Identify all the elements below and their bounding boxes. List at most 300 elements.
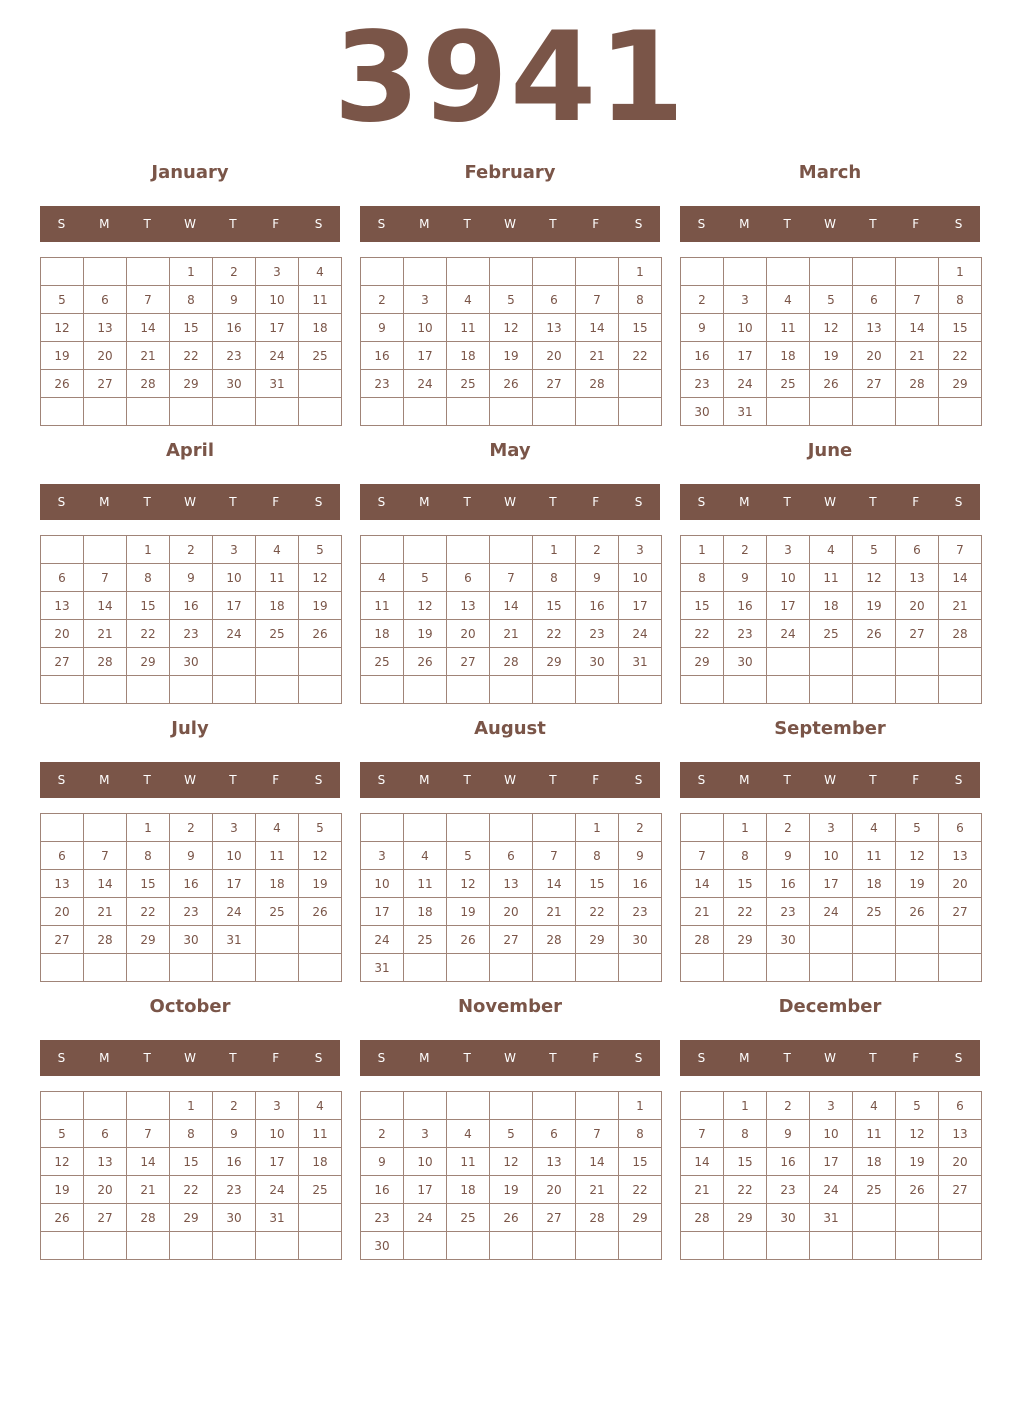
day-cell: 28	[939, 620, 982, 648]
week-row	[41, 370, 342, 398]
weekday-label: M	[99, 217, 110, 231]
weekday-label: T	[783, 1051, 791, 1065]
weekday-label: T	[549, 217, 557, 231]
day-cell: 24	[724, 370, 767, 398]
day-cell: 1	[127, 814, 170, 842]
empty-day-cell	[490, 536, 533, 564]
day-cell: 7	[490, 564, 533, 592]
day-cell: 17	[404, 342, 447, 370]
day-cell: 21	[896, 342, 939, 370]
empty-day-cell	[681, 1092, 724, 1120]
day-cell: 22	[681, 620, 724, 648]
day-cell: 6	[84, 1120, 127, 1148]
weekday-label: T	[463, 217, 471, 231]
empty-day-cell	[896, 258, 939, 286]
day-cell: 4	[256, 814, 299, 842]
week-row	[41, 286, 342, 314]
week-row	[41, 536, 342, 564]
week-row	[361, 898, 662, 926]
week-row	[41, 1232, 342, 1260]
weekday-header	[360, 484, 660, 520]
day-cell: 8	[170, 1120, 213, 1148]
empty-day-cell	[84, 1232, 127, 1260]
day-cell: 18	[810, 592, 853, 620]
empty-day-cell	[619, 370, 662, 398]
day-cell: 10	[361, 870, 404, 898]
empty-day-cell	[533, 1232, 576, 1260]
day-cell: 10	[213, 564, 256, 592]
weekday-label: S	[57, 773, 66, 787]
day-cell: 11	[299, 286, 342, 314]
day-cell: 8	[619, 1120, 662, 1148]
week-row	[361, 926, 662, 954]
day-cell: 5	[490, 286, 533, 314]
day-cell: 13	[490, 870, 533, 898]
day-cell: 7	[127, 286, 170, 314]
week-row	[361, 258, 662, 286]
week-row	[361, 1092, 662, 1120]
empty-day-cell	[533, 954, 576, 982]
month-name: February	[464, 162, 556, 183]
empty-day-cell	[447, 676, 490, 704]
day-cell: 19	[299, 870, 342, 898]
month-name: September	[774, 718, 886, 739]
empty-day-cell	[767, 398, 810, 426]
month-name: July	[171, 718, 209, 739]
week-row	[361, 370, 662, 398]
day-cell: 19	[490, 342, 533, 370]
day-cell: 17	[810, 870, 853, 898]
day-cell: 4	[853, 814, 896, 842]
empty-day-cell	[299, 370, 342, 398]
day-cell: 1	[533, 536, 576, 564]
empty-day-cell	[84, 954, 127, 982]
day-cell: 29	[533, 648, 576, 676]
weekday-label: W	[824, 495, 836, 509]
day-cell: 13	[84, 1148, 127, 1176]
day-cell: 27	[447, 648, 490, 676]
day-cell: 22	[170, 1176, 213, 1204]
day-cell: 31	[256, 370, 299, 398]
day-cell: 8	[724, 842, 767, 870]
day-cell: 2	[619, 814, 662, 842]
day-cell: 12	[41, 314, 84, 342]
day-cell: 2	[767, 1092, 810, 1120]
week-row	[361, 620, 662, 648]
empty-day-cell	[41, 954, 84, 982]
week-row	[681, 620, 982, 648]
day-cell: 27	[84, 1204, 127, 1232]
empty-day-cell	[299, 676, 342, 704]
empty-day-cell	[619, 954, 662, 982]
day-cell: 9	[213, 286, 256, 314]
day-cell: 11	[299, 1120, 342, 1148]
day-cell: 24	[810, 1176, 853, 1204]
month-name: October	[149, 996, 231, 1017]
empty-day-cell	[681, 954, 724, 982]
day-cell: 8	[724, 1120, 767, 1148]
empty-day-cell	[939, 926, 982, 954]
weekday-label: W	[184, 773, 196, 787]
week-row	[361, 1232, 662, 1260]
empty-day-cell	[681, 1232, 724, 1260]
empty-day-cell	[533, 676, 576, 704]
day-cell: 29	[170, 370, 213, 398]
day-cell: 27	[939, 898, 982, 926]
empty-day-cell	[256, 676, 299, 704]
day-grid	[360, 1091, 662, 1260]
day-cell: 22	[576, 898, 619, 926]
weekday-label: W	[504, 773, 516, 787]
day-cell: 27	[939, 1176, 982, 1204]
day-cell: 8	[681, 564, 724, 592]
day-cell: 28	[84, 926, 127, 954]
empty-day-cell	[299, 1204, 342, 1232]
day-cell: 4	[299, 258, 342, 286]
day-cell: 14	[939, 564, 982, 592]
week-row	[41, 342, 342, 370]
empty-day-cell	[447, 954, 490, 982]
week-row	[361, 1176, 662, 1204]
day-cell: 12	[896, 1120, 939, 1148]
weekday-label: W	[824, 1051, 836, 1065]
day-cell: 9	[619, 842, 662, 870]
empty-day-cell	[256, 398, 299, 426]
day-cell: 30	[170, 648, 213, 676]
empty-day-cell	[256, 1232, 299, 1260]
day-cell: 19	[896, 1148, 939, 1176]
day-cell: 14	[84, 592, 127, 620]
day-cell: 17	[619, 592, 662, 620]
day-cell: 4	[361, 564, 404, 592]
empty-day-cell	[170, 1232, 213, 1260]
empty-day-cell	[361, 814, 404, 842]
day-cell: 13	[939, 842, 982, 870]
day-cell: 5	[810, 286, 853, 314]
empty-day-cell	[213, 1232, 256, 1260]
empty-day-cell	[619, 1232, 662, 1260]
day-cell: 16	[361, 1176, 404, 1204]
empty-day-cell	[404, 1232, 447, 1260]
day-cell: 7	[576, 286, 619, 314]
day-cell: 1	[576, 814, 619, 842]
day-cell: 10	[619, 564, 662, 592]
empty-day-cell	[810, 398, 853, 426]
weekday-label: T	[463, 495, 471, 509]
day-cell: 26	[810, 370, 853, 398]
day-cell: 23	[619, 898, 662, 926]
day-cell: 27	[84, 370, 127, 398]
day-cell: 5	[404, 564, 447, 592]
week-row	[41, 842, 342, 870]
weekday-label: M	[99, 495, 110, 509]
day-cell: 22	[619, 1176, 662, 1204]
day-cell: 20	[84, 1176, 127, 1204]
day-cell: 25	[404, 926, 447, 954]
day-cell: 21	[939, 592, 982, 620]
empty-day-cell	[724, 954, 767, 982]
day-cell: 19	[41, 1176, 84, 1204]
empty-day-cell	[84, 536, 127, 564]
day-cell: 20	[41, 898, 84, 926]
day-cell: 3	[213, 536, 256, 564]
day-cell: 18	[447, 342, 490, 370]
empty-day-cell	[724, 1232, 767, 1260]
empty-day-cell	[404, 814, 447, 842]
day-cell: 12	[896, 842, 939, 870]
day-cell: 23	[361, 1204, 404, 1232]
empty-day-cell	[256, 926, 299, 954]
empty-day-cell	[896, 676, 939, 704]
empty-day-cell	[853, 926, 896, 954]
day-cell: 15	[533, 592, 576, 620]
weekday-label: F	[912, 495, 920, 509]
day-cell: 10	[810, 842, 853, 870]
weekday-label: F	[272, 1051, 280, 1065]
day-cell: 23	[213, 342, 256, 370]
day-cell: 26	[896, 1176, 939, 1204]
day-cell: 18	[767, 342, 810, 370]
empty-day-cell	[490, 954, 533, 982]
empty-day-cell	[939, 398, 982, 426]
day-cell: 19	[299, 592, 342, 620]
empty-day-cell	[533, 814, 576, 842]
empty-day-cell	[41, 814, 84, 842]
day-cell: 25	[361, 648, 404, 676]
empty-day-cell	[896, 1204, 939, 1232]
day-cell: 3	[256, 258, 299, 286]
empty-day-cell	[767, 648, 810, 676]
day-cell: 21	[84, 898, 127, 926]
day-cell: 22	[939, 342, 982, 370]
weekday-label: S	[697, 217, 706, 231]
empty-day-cell	[84, 814, 127, 842]
weekday-label: W	[184, 217, 196, 231]
day-cell: 7	[681, 842, 724, 870]
day-cell: 5	[896, 814, 939, 842]
weekday-label: M	[739, 217, 750, 231]
empty-day-cell	[896, 1232, 939, 1260]
day-cell: 11	[256, 564, 299, 592]
day-cell: 26	[404, 648, 447, 676]
day-cell: 21	[533, 898, 576, 926]
week-row	[681, 564, 982, 592]
empty-day-cell	[533, 398, 576, 426]
week-row	[361, 342, 662, 370]
day-cell: 26	[447, 926, 490, 954]
day-cell: 6	[533, 1120, 576, 1148]
day-cell: 10	[213, 842, 256, 870]
day-cell: 13	[853, 314, 896, 342]
day-cell: 22	[127, 898, 170, 926]
day-cell: 26	[896, 898, 939, 926]
weekday-label: F	[912, 773, 920, 787]
day-cell: 1	[170, 258, 213, 286]
day-cell: 6	[41, 564, 84, 592]
day-cell: 19	[490, 1176, 533, 1204]
day-cell: 12	[41, 1148, 84, 1176]
day-cell: 15	[724, 870, 767, 898]
weekday-label: F	[272, 773, 280, 787]
weekday-header	[40, 1040, 340, 1076]
day-cell: 13	[533, 314, 576, 342]
empty-day-cell	[767, 1232, 810, 1260]
day-cell: 25	[810, 620, 853, 648]
empty-day-cell	[490, 676, 533, 704]
empty-day-cell	[724, 676, 767, 704]
day-cell: 20	[41, 620, 84, 648]
day-cell: 20	[939, 1148, 982, 1176]
day-cell: 9	[170, 564, 213, 592]
day-cell: 14	[84, 870, 127, 898]
day-cell: 25	[256, 620, 299, 648]
week-row	[681, 676, 982, 704]
week-row	[681, 898, 982, 926]
day-cell: 7	[84, 842, 127, 870]
day-cell: 30	[619, 926, 662, 954]
day-cell: 12	[299, 564, 342, 592]
day-cell: 21	[681, 1176, 724, 1204]
day-cell: 2	[576, 536, 619, 564]
day-cell: 10	[256, 286, 299, 314]
empty-day-cell	[127, 1232, 170, 1260]
day-cell: 2	[213, 258, 256, 286]
day-cell: 6	[939, 1092, 982, 1120]
empty-day-cell	[853, 1204, 896, 1232]
day-cell: 1	[724, 814, 767, 842]
day-cell: 29	[619, 1204, 662, 1232]
day-cell: 12	[853, 564, 896, 592]
empty-day-cell	[127, 676, 170, 704]
weekday-label: M	[739, 773, 750, 787]
day-cell: 10	[724, 314, 767, 342]
weekday-label: T	[229, 217, 237, 231]
day-cell: 15	[127, 592, 170, 620]
day-cell: 26	[299, 898, 342, 926]
day-cell: 31	[361, 954, 404, 982]
year-title: 3941	[333, 6, 687, 150]
day-cell: 7	[533, 842, 576, 870]
day-cell: 5	[853, 536, 896, 564]
weekday-header	[680, 1040, 980, 1076]
week-row	[41, 314, 342, 342]
week-row	[681, 1120, 982, 1148]
week-row	[41, 592, 342, 620]
day-cell: 17	[213, 870, 256, 898]
day-cell: 11	[853, 1120, 896, 1148]
day-cell: 29	[127, 648, 170, 676]
day-cell: 16	[213, 1148, 256, 1176]
weekday-label: T	[869, 217, 877, 231]
week-row	[41, 870, 342, 898]
week-row	[361, 536, 662, 564]
day-cell: 25	[853, 898, 896, 926]
day-cell: 3	[213, 814, 256, 842]
empty-day-cell	[619, 676, 662, 704]
day-cell: 3	[361, 842, 404, 870]
day-cell: 7	[896, 286, 939, 314]
day-cell: 30	[361, 1232, 404, 1260]
empty-day-cell	[896, 398, 939, 426]
day-cell: 22	[619, 342, 662, 370]
month-name: March	[798, 162, 862, 183]
day-cell: 13	[41, 592, 84, 620]
day-cell: 16	[619, 870, 662, 898]
day-cell: 7	[939, 536, 982, 564]
day-cell: 3	[256, 1092, 299, 1120]
weekday-label: S	[634, 495, 643, 509]
day-cell: 19	[896, 870, 939, 898]
week-row	[361, 870, 662, 898]
week-row	[681, 398, 982, 426]
day-cell: 1	[939, 258, 982, 286]
weekday-header	[360, 762, 660, 798]
week-row	[41, 814, 342, 842]
day-cell: 11	[767, 314, 810, 342]
weekday-label: M	[419, 217, 430, 231]
weekday-label: M	[99, 1051, 110, 1065]
day-grid	[680, 1091, 982, 1260]
day-cell: 15	[170, 1148, 213, 1176]
day-cell: 20	[533, 342, 576, 370]
week-row	[361, 564, 662, 592]
day-cell: 20	[896, 592, 939, 620]
empty-day-cell	[447, 398, 490, 426]
empty-day-cell	[490, 814, 533, 842]
day-cell: 2	[767, 814, 810, 842]
day-cell: 27	[533, 370, 576, 398]
weekday-label: T	[783, 495, 791, 509]
day-cell: 3	[810, 814, 853, 842]
week-row	[41, 1120, 342, 1148]
weekday-header	[360, 1040, 660, 1076]
weekday-label: M	[419, 495, 430, 509]
day-cell: 18	[404, 898, 447, 926]
empty-day-cell	[490, 258, 533, 286]
day-cell: 12	[490, 1148, 533, 1176]
empty-day-cell	[810, 1232, 853, 1260]
week-row	[361, 954, 662, 982]
day-cell: 19	[810, 342, 853, 370]
weekday-header	[40, 762, 340, 798]
empty-day-cell	[576, 258, 619, 286]
day-cell: 18	[447, 1176, 490, 1204]
day-cell: 14	[896, 314, 939, 342]
day-cell: 13	[447, 592, 490, 620]
weekday-label: M	[419, 773, 430, 787]
day-cell: 2	[170, 536, 213, 564]
weekday-label: W	[824, 773, 836, 787]
weekday-label: S	[377, 1051, 386, 1065]
day-cell: 21	[576, 342, 619, 370]
day-cell: 28	[681, 1204, 724, 1232]
weekday-label: M	[739, 495, 750, 509]
weekday-label: T	[869, 1051, 877, 1065]
weekday-label: T	[143, 1051, 151, 1065]
week-row	[361, 1148, 662, 1176]
day-cell: 19	[447, 898, 490, 926]
weekday-header	[680, 484, 980, 520]
week-row	[41, 1092, 342, 1120]
day-cell: 3	[724, 286, 767, 314]
day-cell: 3	[619, 536, 662, 564]
day-cell: 11	[404, 870, 447, 898]
empty-day-cell	[127, 1092, 170, 1120]
day-cell: 9	[767, 1120, 810, 1148]
day-cell: 6	[853, 286, 896, 314]
day-cell: 31	[256, 1204, 299, 1232]
day-cell: 22	[724, 1176, 767, 1204]
